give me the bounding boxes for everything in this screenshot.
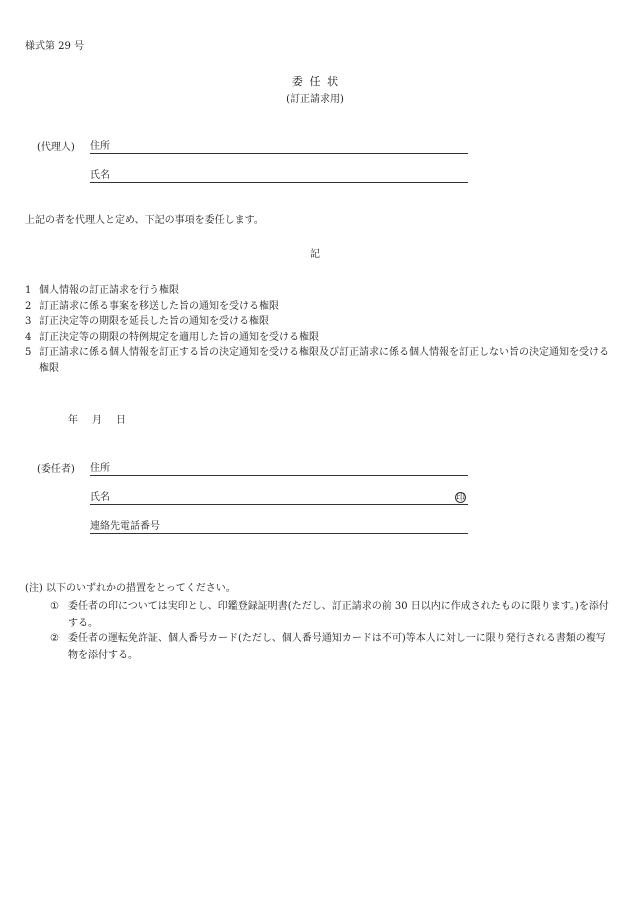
date-month-label: 月 [92, 415, 102, 426]
item-number: 2 [25, 300, 32, 312]
form-number: 様式第 29 号 [25, 41, 85, 52]
item-number: 5 [25, 347, 32, 358]
document-title: 委任状 [291, 75, 345, 88]
note-mark: ① [50, 601, 59, 612]
item-number: 1 [25, 285, 32, 296]
agent-name-field[interactable] [90, 169, 468, 183]
agent-role-label: (代理人) [37, 142, 75, 153]
principal-name-field[interactable] [90, 491, 468, 505]
principal-address-field[interactable] [90, 462, 468, 476]
item-text: 訂正請求に係る事案を移送した旨の通知を受ける権限 [39, 300, 279, 312]
agent-address-label: 住所 [90, 141, 110, 152]
item-text: 訂正請求に係る個人情報を訂正する旨の決定通知を受ける権限及び訂正請求に係る個人情報を訂正しない旨の決定通知を受ける権限 [39, 347, 609, 374]
note-mark: ② [50, 633, 59, 644]
notes-heading: (注) 以下のいずれかの措置をとってください。 [25, 583, 236, 594]
principal-phone-field[interactable] [90, 520, 468, 534]
list-item [25, 330, 610, 346]
date-line [68, 416, 126, 426]
note-text: 委任者の運転免許証、個人番号カード(ただし、個人番号通知カードは不可)等本人に対し一に限り発行される書類の複写物を添付する。 [68, 633, 606, 661]
agent-name-label: 氏名 [90, 170, 110, 181]
intro-text: 上記の者を代理人と定め、下記の事項を委任します。 [25, 215, 264, 226]
note-item [50, 630, 610, 664]
seal-mark: 印 [456, 493, 466, 503]
principal-phone-label: 連絡先電話番号 [90, 521, 160, 532]
item-text: 訂正決定等の期限を延長した旨の通知を受ける権限 [39, 316, 269, 327]
document-subtitle: (訂正請求用) [286, 94, 344, 105]
note-item [50, 598, 610, 632]
ki-heading: 記 [310, 249, 320, 260]
item-number: 3 [25, 316, 32, 327]
principal-name-label: 氏名 [90, 492, 110, 503]
principal-address-label: 住所 [90, 463, 110, 474]
list-item [25, 345, 610, 376]
principal-role-label: (委任者) [37, 464, 75, 475]
item-text: 訂正決定等の期限の特例規定を適用した旨の通知を受ける権限 [39, 331, 319, 343]
date-year-label: 年 [68, 415, 78, 426]
list-item [25, 314, 610, 330]
item-number: 4 [25, 331, 32, 343]
note-text: 委任者の印については実印とし、印鑑登録証明書(ただし、訂正請求の前 30 日以内に作成されたものに限ります。)を添付する。 [68, 601, 609, 629]
list-item [25, 283, 610, 299]
list-item [25, 299, 610, 315]
delegated-authority-list [25, 283, 610, 376]
agent-address-field[interactable] [90, 140, 468, 154]
item-text: 個人情報の訂正請求を行う権限 [39, 285, 179, 296]
date-day-label: 日 [116, 415, 126, 426]
